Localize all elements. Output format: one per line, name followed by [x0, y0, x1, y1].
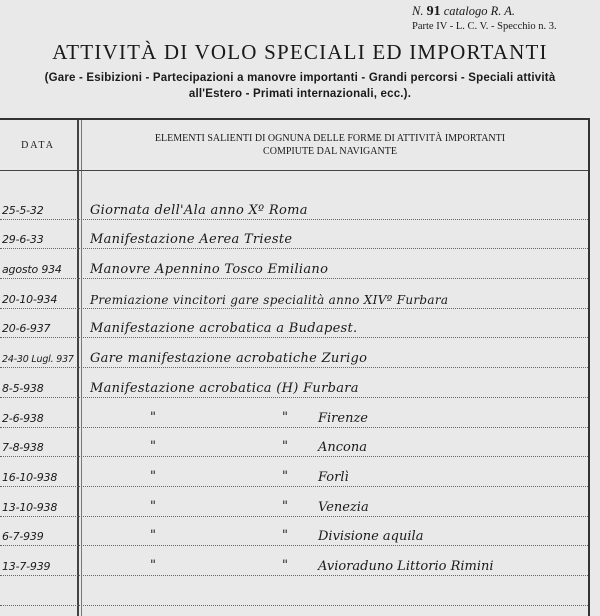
- ditto-mark: ": [282, 439, 288, 455]
- table-header: [0, 120, 588, 171]
- row-date: 25-5-32: [2, 203, 44, 217]
- table-row: [0, 428, 588, 458]
- row-place: Venezia: [318, 499, 369, 515]
- row-date: 29-6-33: [2, 233, 44, 247]
- activity-table: [0, 118, 590, 616]
- table-row: [0, 487, 588, 517]
- catalog-reference: [382, 4, 582, 34]
- header-description: ELEMENTI SALIENTI DI OGNUNA DELLE FORME DI ATTIVITÀ IMPORTANTI COMPIUTE DAL NAVIGANTE: [154, 133, 506, 157]
- table-row: [0, 338, 588, 368]
- catalog-number-line: N. 91 catalogo R. A.: [412, 4, 516, 19]
- row-date: 6-7-939: [2, 530, 44, 544]
- row-activity: Manifestazione Aerea Trieste: [90, 232, 293, 248]
- row-date: agosto 934: [2, 263, 62, 277]
- row-place: Avioraduno Littorio Rimini: [318, 558, 494, 574]
- ditto-mark: ": [150, 498, 156, 514]
- page-subtitle: [0, 70, 600, 102]
- row-date: 8-5-938: [2, 381, 44, 395]
- row-place: Forlì: [318, 469, 349, 485]
- ditto-mark: ": [282, 468, 288, 484]
- row-date: 7-8-938: [2, 441, 44, 455]
- table-body: [0, 190, 588, 606]
- row-date: 13-7-939: [2, 559, 51, 573]
- table-row: [0, 309, 588, 339]
- row-date: 20-6-937: [2, 322, 51, 336]
- catalog-number: 91: [426, 4, 441, 19]
- table-row: [0, 517, 588, 547]
- row-date: 20-10-934: [2, 292, 58, 306]
- ditto-mark: ": [282, 557, 288, 573]
- subtitle-line-2: all'Estero - Primati internazionali, ecc.).: [188, 88, 412, 100]
- row-date: 2-6-938: [2, 411, 44, 425]
- table-row: [0, 398, 588, 428]
- row-activity: Giornata dell'Ala anno Xº Roma: [90, 202, 308, 218]
- row-activity: Manifestazione acrobatica (H) Furbara: [90, 380, 359, 396]
- ditto-mark: ": [150, 439, 156, 455]
- page-title: ATTIVITÀ DI VOLO SPECIALI ED IMPORTANTI: [52, 40, 548, 64]
- catalog-section-line: Parte IV - L. C. V. - Specchio n. 3.: [412, 21, 557, 32]
- table-row: [0, 546, 588, 576]
- table-row-empty: [0, 576, 588, 606]
- row-place: Firenze: [318, 410, 369, 426]
- table-row: [0, 249, 588, 279]
- row-place: Divisione aquila: [318, 529, 424, 545]
- row-activity: Premiazione vincitori gare specialità anno XIVº Furbara: [90, 292, 449, 307]
- table-row: [0, 220, 588, 250]
- row-activity: Manovre Apennino Tosco Emiliano: [90, 262, 329, 278]
- ditto-mark: ": [282, 498, 288, 514]
- ditto-mark: ": [282, 528, 288, 544]
- row-activity: Gare manifestazione acrobatiche Zurigo: [90, 351, 368, 367]
- table-row: [0, 368, 588, 398]
- row-place: Ancona: [318, 440, 367, 456]
- row-activity: Manifestazione acrobatica a Budapest.: [90, 321, 358, 337]
- ditto-mark: ": [150, 557, 156, 573]
- row-date: 16-10-938: [2, 470, 58, 484]
- row-date: 24-30 Lugl. 937: [2, 354, 74, 366]
- ditto-mark: ": [282, 409, 288, 425]
- row-date: 13-10-938: [2, 500, 58, 514]
- table-row: [0, 457, 588, 487]
- ditto-mark: ": [150, 468, 156, 484]
- table-row: [0, 279, 588, 309]
- subtitle-line-1: (Gare - Esibizioni - Partecipazioni a manovre importanti - Grandi percorsi - Speciali attività: [44, 72, 556, 84]
- ditto-mark: ": [150, 528, 156, 544]
- table-row: [0, 190, 588, 220]
- header-date: DATA: [21, 139, 55, 151]
- ditto-mark: ": [150, 409, 156, 425]
